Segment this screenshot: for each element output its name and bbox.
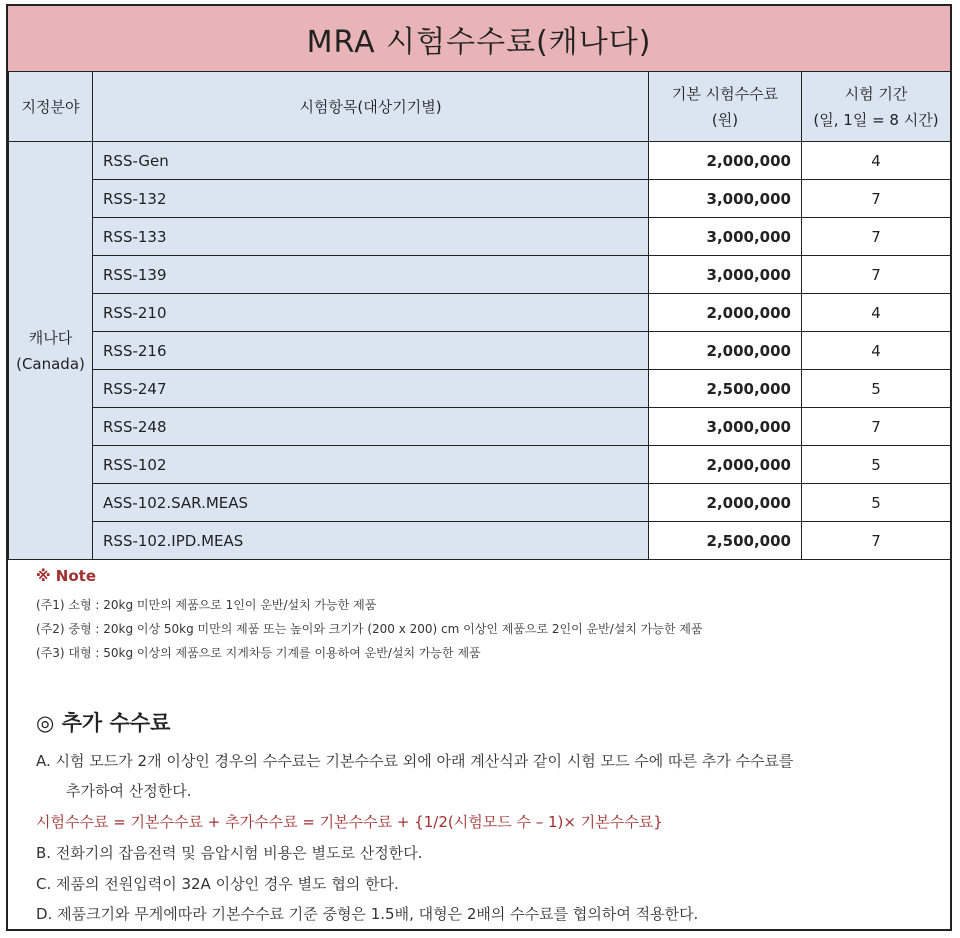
days-cell: 7 — [802, 408, 951, 446]
table-row — [9, 408, 951, 446]
header-region: 지정분야 — [9, 72, 93, 142]
days-cell: 5 — [802, 484, 951, 522]
item-cell: ASS-102.SAR.MEAS — [93, 484, 649, 522]
table-header-row — [9, 72, 951, 142]
region-line1: 캐나다 — [28, 328, 73, 347]
item-cell: RSS-139 — [93, 256, 649, 294]
days-cell: 7 — [802, 256, 951, 294]
header-item: 시험항목(대상기기별) — [93, 72, 649, 142]
fee-cell: 2,000,000 — [649, 142, 802, 180]
table-row — [9, 142, 951, 180]
item-cell: RSS-102 — [93, 446, 649, 484]
table-row — [9, 370, 951, 408]
header-fee-line2: (원) — [711, 110, 739, 129]
item-cell: RSS-133 — [93, 218, 649, 256]
fee-cell: 3,000,000 — [649, 408, 802, 446]
item-cell: RSS-Gen — [93, 142, 649, 180]
note-title: ※ Note — [36, 567, 97, 585]
rule-a-line1: A. 시험 모드가 2개 이상인 경우의 수수료는 기본수수료 외에 아래 계산식과 같이 시험 모드 수에 따른 추가 수수료를 — [36, 752, 794, 770]
fee-cell: 2,000,000 — [649, 446, 802, 484]
days-cell: 4 — [802, 142, 951, 180]
fee-cell: 3,000,000 — [649, 256, 802, 294]
days-cell: 5 — [802, 446, 951, 484]
item-cell: RSS-248 — [93, 408, 649, 446]
table-row — [9, 332, 951, 370]
fee-cell: 2,000,000 — [649, 484, 802, 522]
fee-cell: 2,500,000 — [649, 370, 802, 408]
fee-formula: 시험수수료 = 기본수수료 + 추가수수료 = 기본수수료 + {1/2(시험모드 수 – 1)× 기본수수료} — [36, 813, 663, 831]
days-cell: 7 — [802, 218, 951, 256]
fee-cell: 3,000,000 — [649, 218, 802, 256]
fee-cell: 3,000,000 — [649, 180, 802, 218]
note-line-3: (주3) 대형 : 50kg 이상의 제품으로 지게차등 기계를 이용하여 운반/설치 가능한 제품 — [36, 646, 481, 660]
region-line2: (Canada) — [16, 354, 85, 373]
rule-d: D. 제품크기와 무게에따라 기본수수료 기준 중형은 1.5배, 대형은 2배의 수수료를 협의하여 적용한다. — [36, 905, 699, 923]
header-period-line2: (일, 1일 = 8 시간) — [813, 110, 939, 129]
days-cell: 5 — [802, 370, 951, 408]
fee-cell: 2,000,000 — [649, 332, 802, 370]
table-row — [9, 256, 951, 294]
note-line-1: (주1) 소형 : 20kg 미만의 제품으로 1인이 운반/설치 가능한 제품 — [36, 598, 377, 612]
header-fee — [649, 72, 802, 142]
fee-table — [8, 71, 951, 560]
region-cell — [9, 142, 93, 560]
rule-a-line2: 추가하여 산정한다. — [66, 782, 192, 800]
fee-cell: 2,500,000 — [649, 522, 802, 560]
table-row — [9, 294, 951, 332]
item-cell: RSS-216 — [93, 332, 649, 370]
table-row — [9, 484, 951, 522]
page-title: MRA 시험수수료(캐나다) — [8, 6, 950, 73]
header-period-line1: 시험 기간 — [844, 84, 908, 103]
item-cell: RSS-102.IPD.MEAS — [93, 522, 649, 560]
days-cell: 7 — [802, 180, 951, 218]
days-cell: 4 — [802, 332, 951, 370]
table-row — [9, 180, 951, 218]
header-fee-line1: 기본 시험수수료 — [671, 84, 779, 103]
notes-section — [8, 557, 950, 929]
item-cell: RSS-132 — [93, 180, 649, 218]
item-cell: RSS-247 — [93, 370, 649, 408]
item-cell: RSS-210 — [93, 294, 649, 332]
rule-b: B. 전화기의 잡음전력 및 음압시험 비용은 별도로 산정한다. — [36, 844, 423, 862]
table-row — [9, 522, 951, 560]
note-line-2: (주2) 중형 : 20kg 이상 50kg 미만의 제품 또는 높이와 크기가 (200 x 200) cm 이상인 제품으로 2인이 운반/설치 가능한 제품 — [36, 622, 703, 636]
header-period — [802, 72, 951, 142]
table-row — [9, 218, 951, 256]
additional-fee-title: ◎ 추가 수수료 — [36, 711, 171, 735]
days-cell: 4 — [802, 294, 951, 332]
table-row — [9, 446, 951, 484]
days-cell: 7 — [802, 522, 951, 560]
rule-c: C. 제품의 전원입력이 32A 이상인 경우 별도 협의 한다. — [36, 875, 399, 893]
fee-cell: 2,000,000 — [649, 294, 802, 332]
